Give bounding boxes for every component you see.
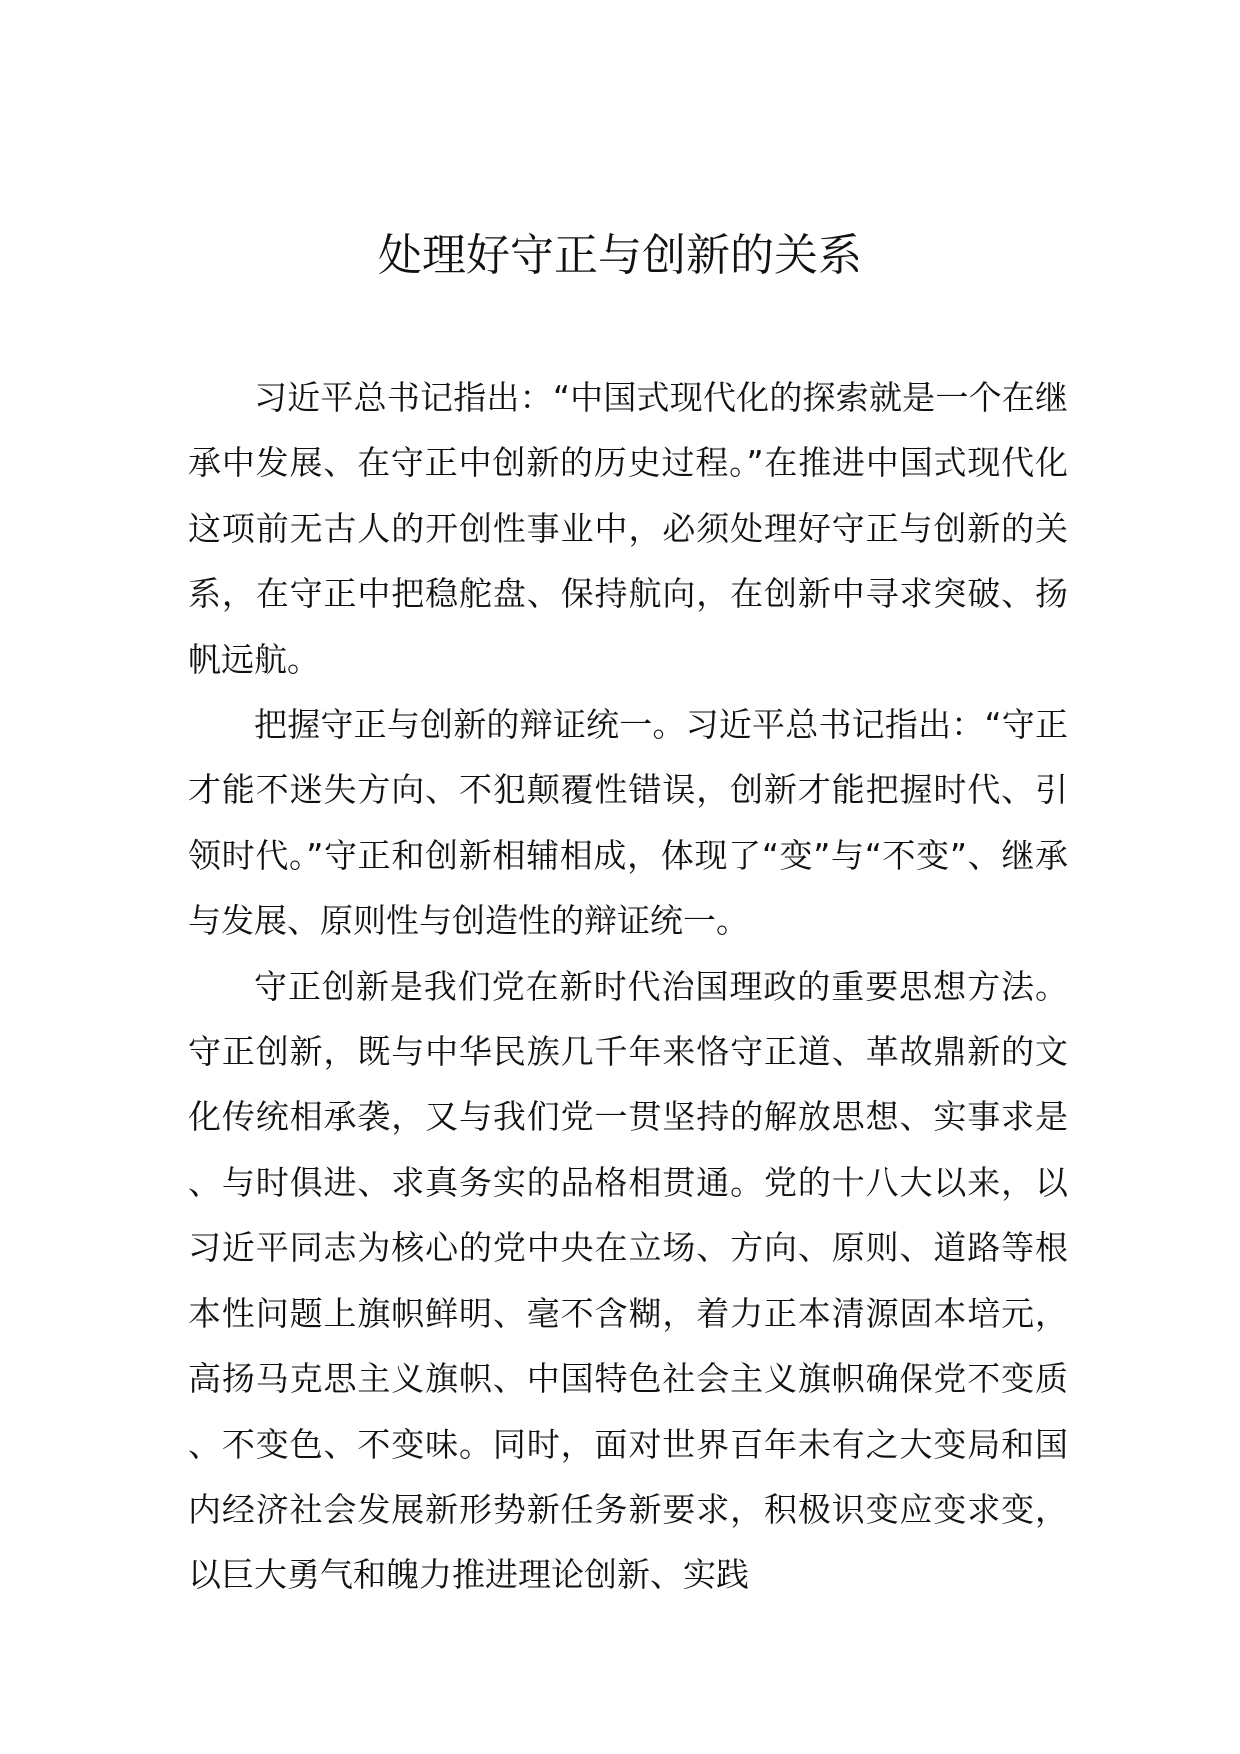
document-title: 处理好守正与创新的关系 — [378, 230, 862, 281]
paragraph-1: 习近平总书记指出：“中国式现代化的探索就是一个在继承中发展、在守正中创新的历史过程。”在推进中国式现代化这项前无古人的开创性事业中，必须处理好守正与创新的关系，在守正中把稳舵盘、保持航向，在创新中寻求突破、扬帆远航。 — [188, 378, 1068, 679]
paragraph-2: 把握守正与创新的辩证统一。习近平总书记指出：“守正才能不迷失方向、不犯颠覆性错误，创新才能把握时代、引领时代。”守正和创新相辅相成，体现了“变”与“不变”、继承与发展、原则性与创造性的辩证统一。 — [188, 705, 1068, 941]
document-body — [188, 365, 1068, 1608]
paragraph-3: 守正创新是我们党在新时代治国理政的重要思想方法。守正创新，既与中华民族几千年来恪守正道、革故鼎新的文化传统相承袭，又与我们党一贯坚持的解放思想、实事求是、与时俱进、求真务实的品格相贯通。党的十八大以来，以习近平同志为核心的党中央在立场、方向、原则、道路等根本性问题上旗帜鲜明、毫不含糊，着力正本清源固本培元，高扬马克思主义旗帜、中国特色社会主义旗帜确保党不变质、不变色、不变味。同时，面对世界百年未有之大变局和国内经济社会发展新形势新任务新要求，积极识变应变求变，以巨大勇气和魄力推进理论创新、实践 — [188, 966, 1068, 1595]
